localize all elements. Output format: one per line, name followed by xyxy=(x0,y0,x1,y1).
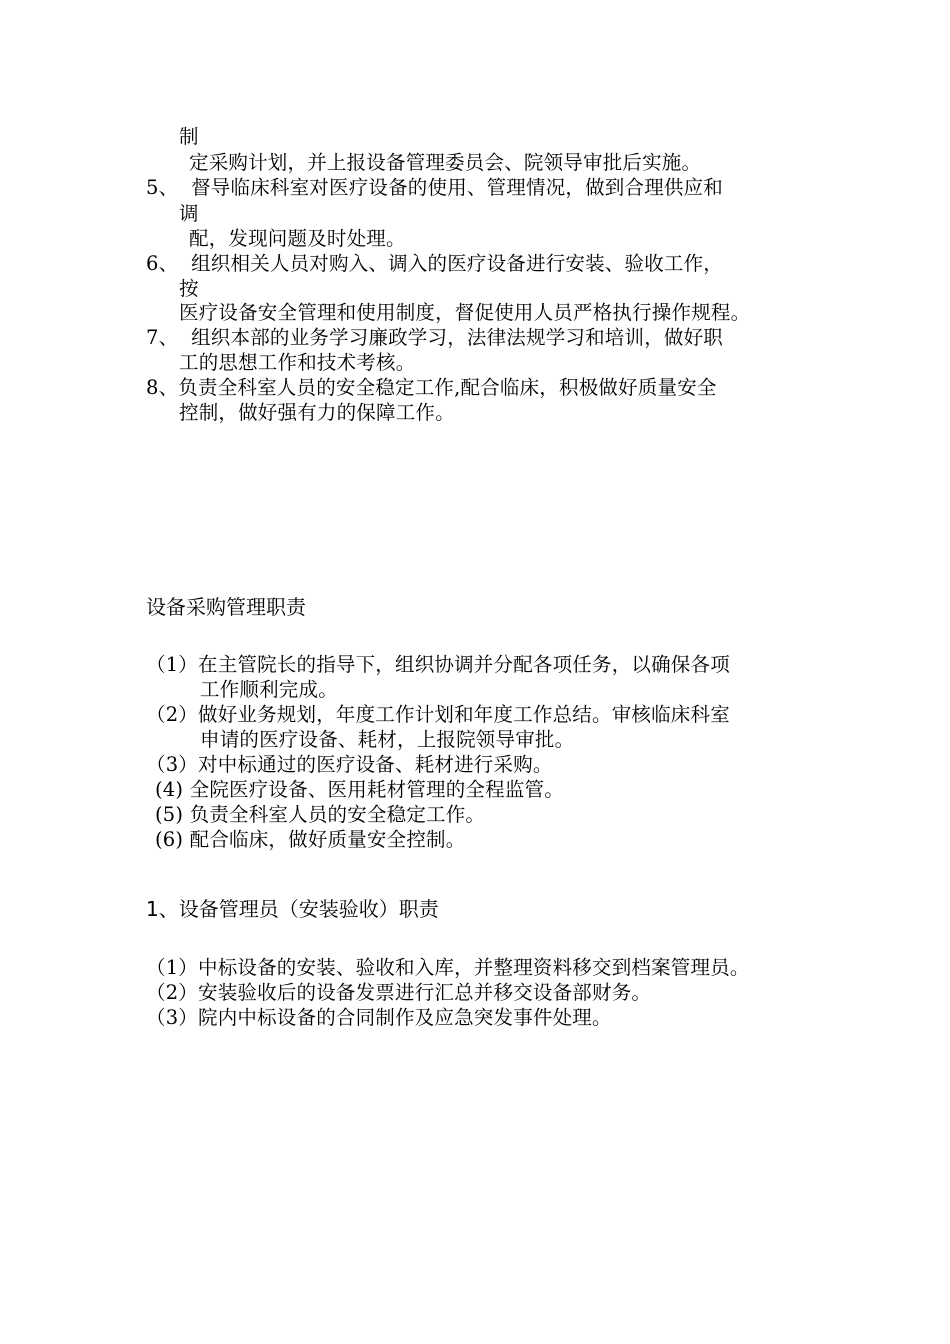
duty-line: 控制，做好强有力的保障工作。 xyxy=(179,401,455,424)
duty-line: 工作顺利完成。 xyxy=(200,678,338,701)
duty-line: 按 xyxy=(179,277,199,300)
duty-line: 配，发现问题及时处理。 xyxy=(189,227,406,250)
admin-item-1: （1）中标设备的安装、验收和入库，并整理资料移交到档案管理员。 xyxy=(146,956,750,979)
procurement-item-3: （3）对中标通过的医疗设备、耗材进行采购。 xyxy=(146,753,553,776)
admin-item-2: （2）安装验收后的设备发票进行汇总并移交设备部财务。 xyxy=(146,981,652,1004)
duty-item-5: 5、 督导临床科室对医疗设备的使用、管理情况，做到合理供应和 xyxy=(146,176,724,199)
duty-line: 定采购计划，并上报设备管理委员会、院领导审批后实施。 xyxy=(189,151,702,174)
procurement-item-5: (5) 负责全科室人员的安全稳定工作。 xyxy=(155,803,486,826)
procurement-item-2: （2）做好业务规划，年度工作计划和年度工作总结。审核临床科室 xyxy=(146,703,730,726)
duty-line: 申请的医疗设备、耗材，上报院领导审批。 xyxy=(200,728,575,751)
duty-item-8: 8、负责全科室人员的安全稳定工作,配合临床，积极做好质量安全 xyxy=(146,376,717,399)
duty-item-7: 7、 组织本部的业务学习廉政学习，法律法规学习和培训，做好职 xyxy=(146,326,724,349)
procurement-item-4: (4) 全院医疗设备、医用耗材管理的全程监管。 xyxy=(155,778,564,801)
admin-item-3: （3）院内中标设备的合同制作及应急突发事件处理。 xyxy=(146,1006,612,1029)
section-title-equipment-admin: 1、设备管理员（安装验收）职责 xyxy=(146,897,439,921)
duty-line: 医疗设备安全管理和使用制度，督促使用人员严格执行操作规程。 xyxy=(179,301,751,324)
duty-item-6: 6、 组织相关人员对购入、调入的医疗设备进行安装、验收工作， xyxy=(146,252,724,275)
section-title-procurement: 设备采购管理职责 xyxy=(146,595,306,619)
procurement-item-1: （1）在主管院长的指导下，组织协调并分配各项任务，以确保各项 xyxy=(146,653,730,676)
procurement-item-6: (6) 配合临床，做好质量安全控制。 xyxy=(155,828,466,851)
duty-line: 工的思想工作和技术考核。 xyxy=(179,351,416,374)
duty-line: 调 xyxy=(179,202,199,225)
duty-line: 制 xyxy=(179,125,199,148)
